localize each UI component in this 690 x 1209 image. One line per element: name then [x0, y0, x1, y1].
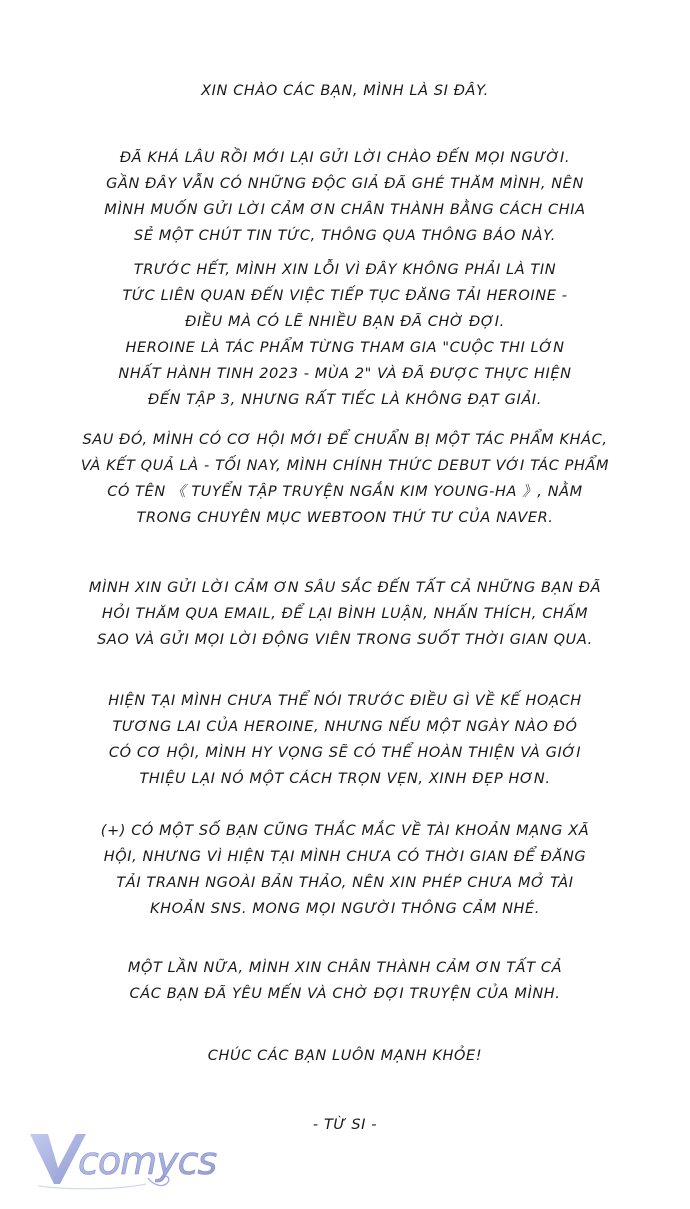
apology-paragraph	[40, 257, 650, 413]
text-line: CÓ TÊN 《 TUYỂN TẬP TRUYỆN NGẮN KIM YOUNG-HA 》, NẰM	[107, 484, 583, 500]
text-line: MÌNH XIN GỬI LỜI CẢM ƠN SÂU SẮC ĐẾN TẤT CẢ NHỮNG BẠN ĐÃ	[88, 580, 602, 596]
text-line: GẦN ĐÂY VẪN CÓ NHỮNG ĐỘC GIẢ ĐÃ GHÉ THĂM MÌNH, NÊN	[106, 176, 584, 192]
text-line: ĐẾN TẬP 3, NHƯNG RẤT TIẾC LÀ KHÔNG ĐẠT GIẢI.	[148, 392, 542, 408]
text-line: VÀ KẾT QUẢ LÀ - TỐI NAY, MÌNH CHÍNH THỨC DEBUT VỚI TÁC PHẨM	[80, 458, 610, 474]
text-line: CÁC BẠN ĐÃ YÊU MẾN VÀ CHỜ ĐỢI TRUYỆN CỦA MÌNH.	[129, 986, 561, 1002]
vcomycs-watermark-logo	[28, 1128, 258, 1192]
text-line: CÓ CƠ HỘI, MÌNH HY VỌNG SẼ CÓ THỂ HOÀN THIỆN VÀ GIỚI	[108, 745, 582, 761]
debut-paragraph	[40, 427, 650, 531]
closing-thanks-paragraph	[40, 955, 650, 1007]
text-line: CHÚC CÁC BẠN LUÔN MẠNH KHỎE!	[207, 1048, 483, 1064]
text-line: HIỆN TẠI MÌNH CHƯA THỂ NÓI TRƯỚC ĐIỀU GÌ VỀ KẾ HOẠCH	[108, 693, 582, 709]
text-line: MỘT LẦN NỮA, MÌNH XIN CHÂN THÀNH CẢM ƠN TẤT CẢ	[127, 960, 563, 976]
text-line: - TỪ SI -	[312, 1117, 378, 1133]
text-line: TƯƠNG LAI CỦA HEROINE, NHƯNG NẾU MỘT NGÀY NÀO ĐÓ	[112, 719, 578, 735]
text-line: HỎI THĂM QUA EMAIL, ĐỂ LẠI BÌNH LUẬN, NHẤN THÍCH, CHẤM	[101, 606, 589, 622]
text-line: XIN CHÀO CÁC BẠN, MÌNH LÀ SI ĐÂY.	[201, 83, 489, 99]
text-line: (+) CÓ MỘT SỐ BẠN CŨNG THẮC MẮC VỀ TÀI KHOẢN MẠNG XÃ	[100, 823, 590, 839]
text-line: NHẤT HÀNH TINH 2023 - MÙA 2" VÀ ĐÃ ĐƯỢC THỰC HIỆN	[118, 366, 572, 382]
thanks-paragraph	[40, 575, 650, 653]
future-plans-paragraph	[40, 688, 650, 792]
text-line: HỘI, NHƯNG VÌ HIỆN TẠI MÌNH CHƯA CÓ THỜI GIAN ĐỂ ĐĂNG	[103, 849, 587, 865]
text-line: HEROINE LÀ TÁC PHẨM TỪNG THAM GIA "CUỘC THI LỚN	[125, 340, 565, 356]
text-line: MÌNH MUỐN GỬI LỜI CẢM ƠN CHÂN THÀNH BẰNG CÁCH CHIA	[104, 202, 586, 218]
sns-note-paragraph	[40, 818, 650, 922]
text-line: KHOẢN SNS. MONG MỌI NGƯỜI THÔNG CẢM NHÉ.	[149, 901, 540, 917]
greeting-paragraph	[40, 78, 650, 104]
text-line: TẢI TRANH NGOÀI BẢN THẢO, NÊN XIN PHÉP CHƯA MỞ TÀI	[116, 875, 574, 891]
text-line: ĐÃ KHÁ LÂU RỒI MỚI LẠI GỬI LỜI CHÀO ĐẾN MỌI NGƯỜI.	[119, 150, 571, 166]
text-line: THIỆU LẠI NÓ MỘT CÁCH TRỌN VẸN, XINH ĐẸP HƠN.	[139, 771, 551, 787]
text-line: TRƯỚC HẾT, MÌNH XIN LỖI VÌ ĐÂY KHÔNG PHẢI LÀ TIN	[133, 262, 557, 278]
intro-paragraph	[40, 145, 650, 249]
wishes-paragraph	[40, 1043, 650, 1069]
text-line: SAU ĐÓ, MÌNH CÓ CƠ HỘI MỚI ĐỂ CHUẨN BỊ MỘT TÁC PHẨM KHÁC,	[82, 432, 608, 448]
text-line: TRONG CHUYÊN MỤC WEBTOON THỨ TƯ CỦA NAVER.	[136, 510, 554, 526]
text-line: SẺ MỘT CHÚT TIN TỨC, THÔNG QUA THÔNG BÁO NÀY.	[134, 228, 556, 244]
text-line: TỨC LIÊN QUAN ĐẾN VIỆC TIẾP TỤC ĐĂNG TẢI HEROINE -	[122, 288, 568, 304]
text-line: ĐIỀU MÀ CÓ LẼ NHIỀU BẠN ĐÃ CHỜ ĐỢI.	[185, 314, 505, 330]
text-line: SAO VÀ GỬI MỌI LỜI ĐỘNG VIÊN TRONG SUỐT THỜI GIAN QUA.	[97, 632, 593, 648]
svg-text:comycs: comycs	[78, 1139, 217, 1183]
